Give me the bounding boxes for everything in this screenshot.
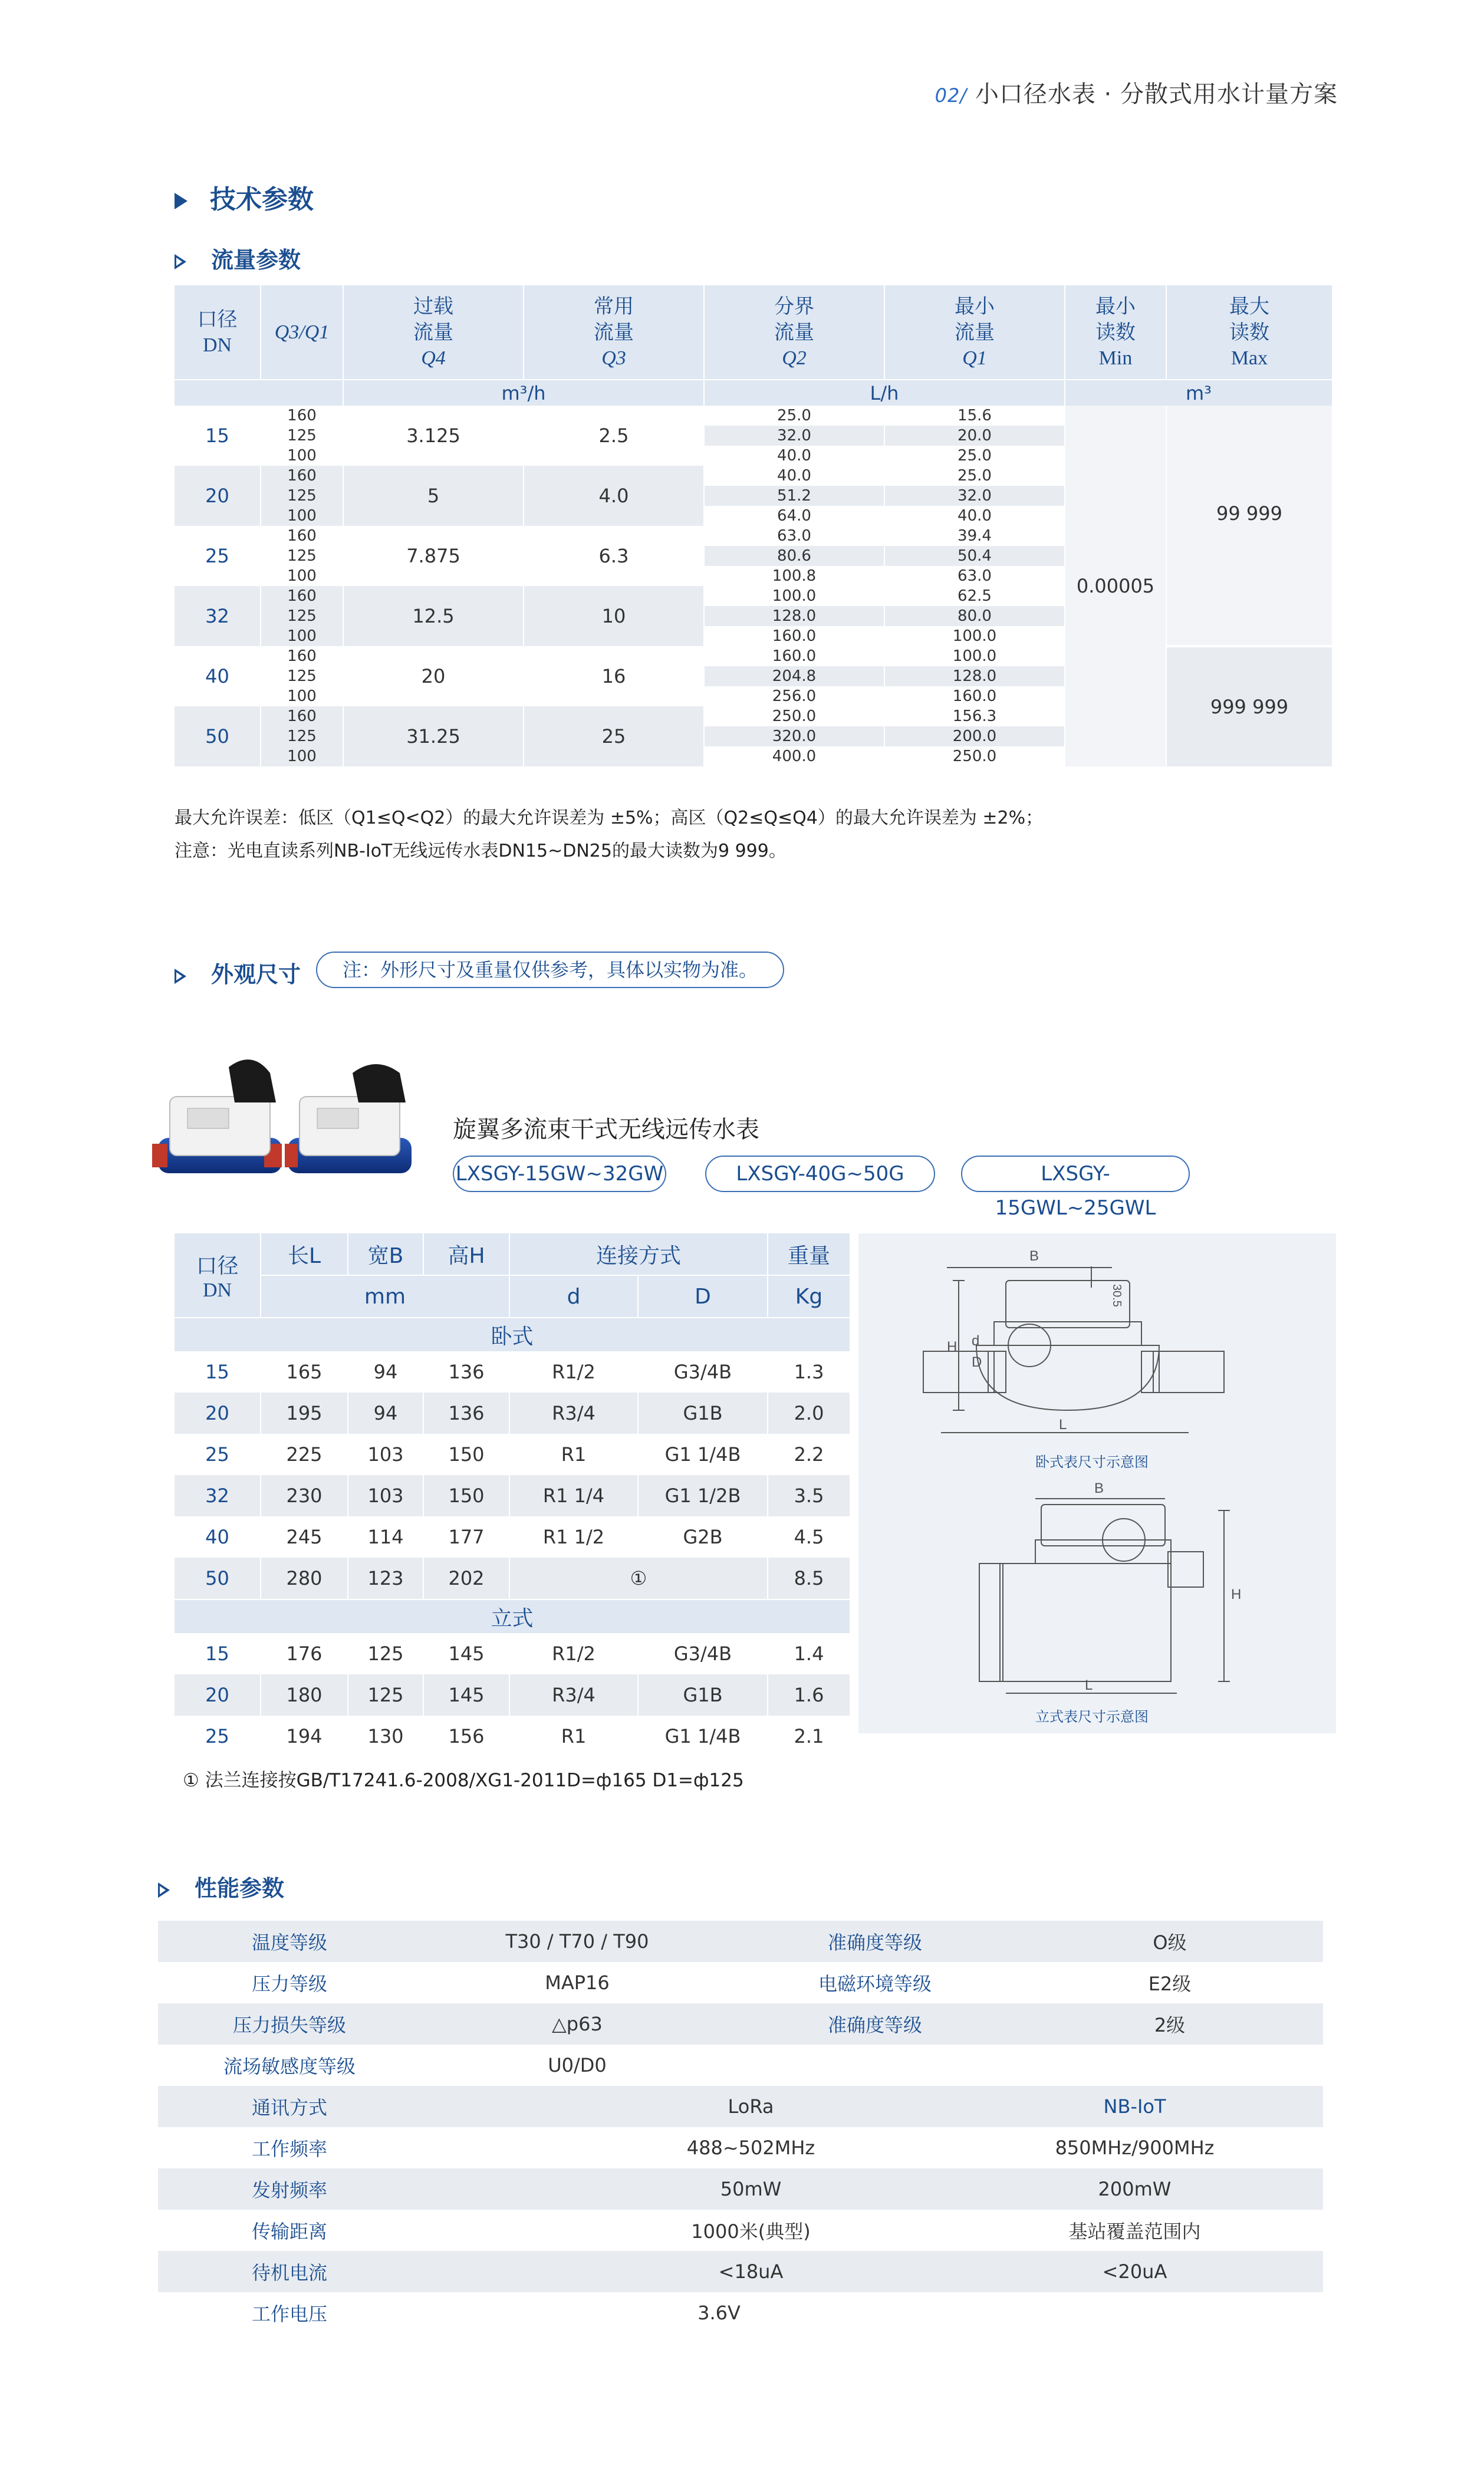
flow-cell-maxread-b: 999 999 <box>1166 646 1332 766</box>
dim-cell: R1 1/2 <box>509 1516 638 1558</box>
flow-cell-q3: 2.5 <box>524 406 704 466</box>
triangle-bullet-icon <box>175 193 187 209</box>
dim-cell: 280 <box>261 1558 348 1599</box>
flow-cell-q2: 40.0 <box>704 466 884 486</box>
dim-cell: R1 1/4 <box>509 1475 638 1516</box>
perf-row <box>158 2127 1323 2168</box>
dim-remark: 注：外形尺寸及重量仅供参考，具体以实物为准。 <box>316 952 784 988</box>
flow-cell-q3: 10 <box>524 586 704 646</box>
flow-cell-ratio: 100 <box>261 566 343 586</box>
dim-cell: 15 <box>175 1351 261 1393</box>
perf-value: 3.6V <box>697 2302 741 2324</box>
flow-cell-q1: 100.0 <box>884 646 1065 666</box>
flow-cell-q1: 32.0 <box>884 486 1065 506</box>
dim-cell: 103 <box>348 1475 423 1516</box>
dim-head-l: 长L <box>261 1233 348 1275</box>
flow-cell-ratio: 100 <box>261 506 343 526</box>
flow-cell-q3: 16 <box>524 646 704 706</box>
dim-head-d: d <box>509 1275 638 1318</box>
drawing-label-h2: H <box>1231 1587 1242 1602</box>
perf-label-2 <box>733 2045 1016 2086</box>
dim-cell: 165 <box>261 1351 348 1393</box>
perf-value: 50mW <box>720 2178 782 2200</box>
flow-cell-q1: 63.0 <box>884 566 1065 586</box>
flow-cell-dn: 32 <box>175 586 261 646</box>
model-pill-2: LXSGY-40G~50G <box>705 1156 935 1192</box>
flow-cell-q2: 25.0 <box>704 406 884 426</box>
flow-cell-ratio: 160 <box>261 526 343 546</box>
perf-label-2: 准确度等级 <box>827 1931 922 1954</box>
dim-cell: 245 <box>261 1516 348 1558</box>
flow-cell-maxread-a: 99 999 <box>1166 406 1332 646</box>
perf-value-2 <box>1016 2045 1323 2086</box>
flow-cell-ratio: 125 <box>261 726 343 746</box>
dim-cell: G3/4B <box>638 1351 768 1393</box>
drawing-label-305: 30.5 <box>1110 1284 1123 1307</box>
flow-note-1: 最大允许误差：低区（Q1≤Q<Q2）的最大允许误差为 ±5%；高区（Q2≤Q≤Q4）的最大允许误差为 ±2%； <box>175 808 1044 828</box>
flow-cell-q1: 20.0 <box>884 426 1065 446</box>
dim-cell: 225 <box>261 1434 348 1475</box>
flow-cell-q2: 63.0 <box>704 526 884 546</box>
flow-cell-dn: 20 <box>175 466 261 526</box>
dim-row <box>175 1558 850 1599</box>
dim-cell: 94 <box>348 1393 423 1434</box>
flow-cell-ratio: 160 <box>261 646 343 666</box>
dim-head-mm: mm <box>261 1275 509 1318</box>
dim-head-D: D <box>638 1275 768 1318</box>
perf-title-label: 性能参数 <box>195 1875 285 1901</box>
dim-cell: 2.0 <box>768 1393 850 1434</box>
flow-cell-q2: 40.0 <box>704 446 884 466</box>
flow-cell-q4: 5 <box>343 466 524 526</box>
dim-cell: 125 <box>348 1674 423 1716</box>
flow-cell-q2: 128.0 <box>704 606 884 626</box>
flow-cell-ratio: 160 <box>261 586 343 606</box>
dim-cell: 123 <box>348 1558 423 1599</box>
dim-row <box>175 1351 850 1393</box>
flow-head-q2: 分界 流量 Q2 <box>704 285 884 380</box>
dim-table-wrap <box>175 1233 851 1757</box>
flow-cell-q1: 15.6 <box>884 406 1065 426</box>
flow-cell-q2: 160.0 <box>704 626 884 646</box>
perf-value: 488~502MHz <box>686 2137 815 2159</box>
flow-cell-dn: 40 <box>175 646 261 706</box>
dim-cell: 136 <box>423 1393 509 1434</box>
perf-label: 工作电压 <box>251 2303 327 2325</box>
dim-title <box>175 956 301 989</box>
dim-cell: R1 <box>509 1434 638 1475</box>
perf-value: 1000米(典型) <box>691 2220 811 2243</box>
dim-cell: R3/4 <box>509 1393 638 1434</box>
dim-cell: 25 <box>175 1716 261 1757</box>
perf-value: △p63 <box>552 2013 603 2035</box>
flow-cell-q1: 62.5 <box>884 586 1065 606</box>
dim-cell: G1 1/4B <box>638 1716 768 1757</box>
flow-cell-dn: 50 <box>175 706 261 766</box>
dim-row <box>175 1475 850 1516</box>
flow-row <box>175 406 1332 426</box>
dim-row <box>175 1393 850 1434</box>
dim-cell: 1.3 <box>768 1351 850 1393</box>
flow-cell-q1: 39.4 <box>884 526 1065 546</box>
drawing-label-d: d <box>972 1333 980 1349</box>
flow-cell-q1: 128.0 <box>884 666 1065 686</box>
flow-head-q1: 最小 流量 Q1 <box>884 285 1065 380</box>
dim-cell: 156 <box>423 1716 509 1757</box>
model-pill-3: LXSGY-15GWL~25GWL <box>961 1156 1190 1192</box>
dim-row <box>175 1633 850 1674</box>
perf-label: 传输距离 <box>251 2220 327 2243</box>
flow-cell-ratio: 100 <box>261 626 343 646</box>
section-tech-label: 技术参数 <box>210 185 314 215</box>
flow-cell-ratio: 100 <box>261 446 343 466</box>
dim-cell: 195 <box>261 1393 348 1434</box>
flow-cell-q2: 80.6 <box>704 546 884 566</box>
dim-cell: 145 <box>423 1633 509 1674</box>
dim-section-label: 立式 <box>175 1599 850 1633</box>
dim-cell: 40 <box>175 1516 261 1558</box>
flow-cell-q4: 31.25 <box>343 706 524 766</box>
flow-unit-m3: m³ <box>1065 380 1332 406</box>
perf-value: LoRa <box>728 2095 774 2118</box>
flow-cell-q2: 250.0 <box>704 706 884 726</box>
dim-head-dn: 口径 DN <box>175 1233 261 1318</box>
dim-row <box>175 1716 850 1757</box>
dim-head-conn: 连接方式 <box>509 1233 768 1275</box>
dim-section-row <box>175 1599 850 1633</box>
dim-row <box>175 1516 850 1558</box>
flow-cell-q2: 51.2 <box>704 486 884 506</box>
flow-cell-dn: 25 <box>175 526 261 586</box>
dim-cell: 25 <box>175 1434 261 1475</box>
flow-cell-q2: 160.0 <box>704 646 884 666</box>
perf-label-2: 电磁环境等级 <box>818 1973 932 1995</box>
perf-value: T30 / T70 / T90 <box>505 1930 649 1953</box>
perf-value-2: E2级 <box>1148 1973 1192 1995</box>
flow-cell-q3: 4.0 <box>524 466 704 526</box>
perf-value: MAP16 <box>545 1971 610 1994</box>
flow-head-dn: 口径 DN <box>175 285 261 380</box>
dim-section-row <box>175 1318 850 1351</box>
dim-row <box>175 1434 850 1475</box>
flow-cell-ratio: 125 <box>261 426 343 446</box>
dim-cell: 136 <box>423 1351 509 1393</box>
flow-cell-dn: 15 <box>175 406 261 466</box>
flow-cell-ratio: 125 <box>261 486 343 506</box>
flow-cell-ratio: 100 <box>261 746 343 766</box>
flow-cell-ratio: 125 <box>261 666 343 686</box>
dim-table <box>175 1233 851 1757</box>
dim-head-weight: 重量 <box>768 1233 850 1275</box>
page-header-title: 小口径水表 · 分散式用水计量方案 <box>975 81 1338 108</box>
dim-cell: G1B <box>638 1393 768 1434</box>
dim-cell: 150 <box>423 1475 509 1516</box>
dim-cell: 1.6 <box>768 1674 850 1716</box>
perf-row <box>158 2251 1323 2292</box>
perf-row <box>158 1921 1323 1962</box>
dim-cell: G3/4B <box>638 1633 768 1674</box>
flow-cell-q2: 400.0 <box>704 746 884 766</box>
dim-cell: R1/2 <box>509 1351 638 1393</box>
dim-cell: R1 <box>509 1716 638 1757</box>
perf-table <box>158 1921 1323 2333</box>
flow-head-ratio: Q3/Q1 <box>261 285 343 380</box>
perf-label: 工作频率 <box>251 2138 327 2160</box>
flow-cell-q4: 20 <box>343 646 524 706</box>
flow-cell-q2: 100.8 <box>704 566 884 586</box>
flow-cell-minread: 0.00005 <box>1065 406 1166 766</box>
dim-cell: G2B <box>638 1516 768 1558</box>
page-header: 02/ 小口径水表 · 分散式用水计量方案 <box>935 81 1338 108</box>
flow-cell-q1: 50.4 <box>884 546 1065 566</box>
section-tech-title <box>175 178 314 216</box>
perf-label-2: 准确度等级 <box>827 2014 922 2036</box>
perf-label: 压力损失等级 <box>232 2014 346 2036</box>
drawing-label-D: D <box>972 1354 982 1370</box>
perf-row <box>158 2168 1323 2210</box>
dim-head-h: 高H <box>423 1233 509 1275</box>
flow-cell-q1: 25.0 <box>884 466 1065 486</box>
flow-cell-q1: 100.0 <box>884 626 1065 646</box>
dim-section-label: 卧式 <box>175 1318 850 1351</box>
perf-value-nb: 200mW <box>1098 2178 1172 2200</box>
drawing-label-b2: B <box>1094 1480 1104 1496</box>
dim-cell: G1B <box>638 1674 768 1716</box>
flow-cell-q2: 100.0 <box>704 586 884 606</box>
drawing-label-b: B <box>1029 1248 1039 1264</box>
flow-cell-ratio: 160 <box>261 406 343 426</box>
product-name: 旋翼多流束干式无线远传水表 <box>453 1116 759 1143</box>
flow-note-2: 注意：光电直读系列NB-IoT无线远传水表DN15~DN25的最大读数为9 999。 <box>175 841 787 861</box>
dim-cell: 150 <box>423 1434 509 1475</box>
model-pill-1: LXSGY-15GW~32GW <box>453 1156 666 1192</box>
flow-cell-q2: 320.0 <box>704 726 884 746</box>
perf-row <box>158 2210 1323 2251</box>
perf-value-2: 2级 <box>1154 2014 1186 2036</box>
dim-head-kg: Kg <box>768 1275 850 1318</box>
flow-unit-lh: L/h <box>704 380 1065 406</box>
flow-cell-q3: 25 <box>524 706 704 766</box>
flow-cell-ratio: 125 <box>261 546 343 566</box>
perf-value-nb: 基站覆盖范围内 <box>1068 2220 1201 2243</box>
flow-cell-q1: 200.0 <box>884 726 1065 746</box>
flow-cell-q4: 3.125 <box>343 406 524 466</box>
dim-cell: 4.5 <box>768 1516 850 1558</box>
triangle-outline-icon <box>175 254 186 269</box>
dim-cell: 202 <box>423 1558 509 1599</box>
perf-label: 通讯方式 <box>251 2096 327 2119</box>
drawing-caption-horizontal: 卧式表尺寸示意图 <box>1035 1454 1149 1470</box>
dim-head-b: 宽B <box>348 1233 423 1275</box>
dim-cell: 2.1 <box>768 1716 850 1757</box>
perf-label: 温度等级 <box>251 1931 327 1954</box>
flow-head-q3: 常用 流量 Q3 <box>524 285 704 380</box>
dimension-drawing-svg <box>858 1233 1336 1733</box>
flow-cell-q2: 32.0 <box>704 426 884 446</box>
perf-value: U0/D0 <box>548 2054 607 2076</box>
dim-cell: G1 1/4B <box>638 1434 768 1475</box>
flow-title <box>175 242 301 274</box>
flow-cell-q1: 160.0 <box>884 686 1065 706</box>
water-meter-image <box>152 1049 429 1203</box>
dim-cell: 50 <box>175 1558 261 1599</box>
flow-title-label: 流量参数 <box>211 247 301 273</box>
flow-cell-q1: 40.0 <box>884 506 1065 526</box>
perf-value-nb: <20uA <box>1102 2260 1167 2283</box>
dim-cell: R3/4 <box>509 1674 638 1716</box>
dim-cell: G1 1/2B <box>638 1475 768 1516</box>
perf-value-nb: NB-IoT <box>1103 2095 1166 2118</box>
flow-cell-q2: 204.8 <box>704 666 884 686</box>
flow-head-minread: 最小 读数 Min <box>1065 285 1166 380</box>
flow-cell-ratio: 125 <box>261 606 343 626</box>
drawing-label-h: H <box>947 1339 957 1355</box>
dim-cell: 94 <box>348 1351 423 1393</box>
flow-head-q4: 过载 流量 Q4 <box>343 285 524 380</box>
dim-cell: R1/2 <box>509 1633 638 1674</box>
perf-row <box>158 2292 1323 2333</box>
triangle-outline-icon <box>158 1882 170 1898</box>
flow-table <box>175 285 1333 766</box>
dim-cell: 114 <box>348 1516 423 1558</box>
flow-cell-q1: 80.0 <box>884 606 1065 626</box>
flow-unit-m3h: m³/h <box>343 380 704 406</box>
drawing-label-l: L <box>1059 1417 1067 1433</box>
dim-cell: 145 <box>423 1674 509 1716</box>
dim-title-label: 外观尺寸 <box>211 962 301 988</box>
flow-cell-q2: 64.0 <box>704 506 884 526</box>
dim-cell: 230 <box>261 1475 348 1516</box>
page-number: 02 <box>935 84 960 107</box>
dim-cell: 20 <box>175 1674 261 1716</box>
perf-label: 待机电流 <box>251 2262 327 2284</box>
dim-cell: 8.5 <box>768 1558 850 1599</box>
perf-value: <18uA <box>718 2260 784 2283</box>
flow-cell-q1: 25.0 <box>884 446 1065 466</box>
flow-cell-ratio: 100 <box>261 686 343 706</box>
perf-row <box>158 1962 1323 2003</box>
dim-cell: 3.5 <box>768 1475 850 1516</box>
flow-cell-q4: 12.5 <box>343 586 524 646</box>
drawing-label-l2: L <box>1085 1677 1093 1693</box>
flow-cell-q1: 156.3 <box>884 706 1065 726</box>
perf-row <box>158 2045 1323 2086</box>
dim-cell: 20 <box>175 1393 261 1434</box>
flow-cell-q2: 256.0 <box>704 686 884 706</box>
dim-footnote: ① 法兰连接按GB/T17241.6-2008/XG1-2011D=ф165 D1=ф125 <box>183 1770 744 1791</box>
dim-cell: 177 <box>423 1516 509 1558</box>
flow-cell-ratio: 160 <box>261 706 343 726</box>
flow-cell-q3: 6.3 <box>524 526 704 586</box>
dim-cell: 180 <box>261 1674 348 1716</box>
dim-cell: 125 <box>348 1633 423 1674</box>
perf-label: 流场敏感度等级 <box>223 2055 356 2078</box>
dim-cell: 130 <box>348 1716 423 1757</box>
flow-head-maxread: 最大 读数 Max <box>1166 285 1332 380</box>
flow-cell-q4: 7.875 <box>343 526 524 586</box>
perf-label: 发射频率 <box>251 2179 327 2201</box>
dim-cell: 1.4 <box>768 1633 850 1674</box>
perf-title <box>158 1870 284 1903</box>
perf-table-wrap <box>158 1921 1323 2333</box>
dim-row <box>175 1674 850 1716</box>
perf-row <box>158 2003 1323 2045</box>
dim-cell: 194 <box>261 1716 348 1757</box>
dim-cell: 32 <box>175 1475 261 1516</box>
dim-cell: ① <box>509 1558 768 1599</box>
flow-table-wrap <box>175 285 1332 766</box>
dim-cell: 2.2 <box>768 1434 850 1475</box>
triangle-outline-icon <box>175 969 186 984</box>
drawing-caption-vertical: 立式表尺寸示意图 <box>1035 1709 1149 1725</box>
perf-value-2: O级 <box>1153 1931 1187 1954</box>
perf-value-nb: 850MHz/900MHz <box>1055 2137 1215 2159</box>
dim-cell: 103 <box>348 1434 423 1475</box>
perf-row <box>158 2086 1323 2127</box>
dim-cell: 176 <box>261 1633 348 1674</box>
dimension-drawings <box>858 1233 1336 1733</box>
flow-cell-ratio: 160 <box>261 466 343 486</box>
flow-cell-q1: 250.0 <box>884 746 1065 766</box>
perf-label: 压力等级 <box>251 1973 327 1995</box>
dim-cell: 15 <box>175 1633 261 1674</box>
